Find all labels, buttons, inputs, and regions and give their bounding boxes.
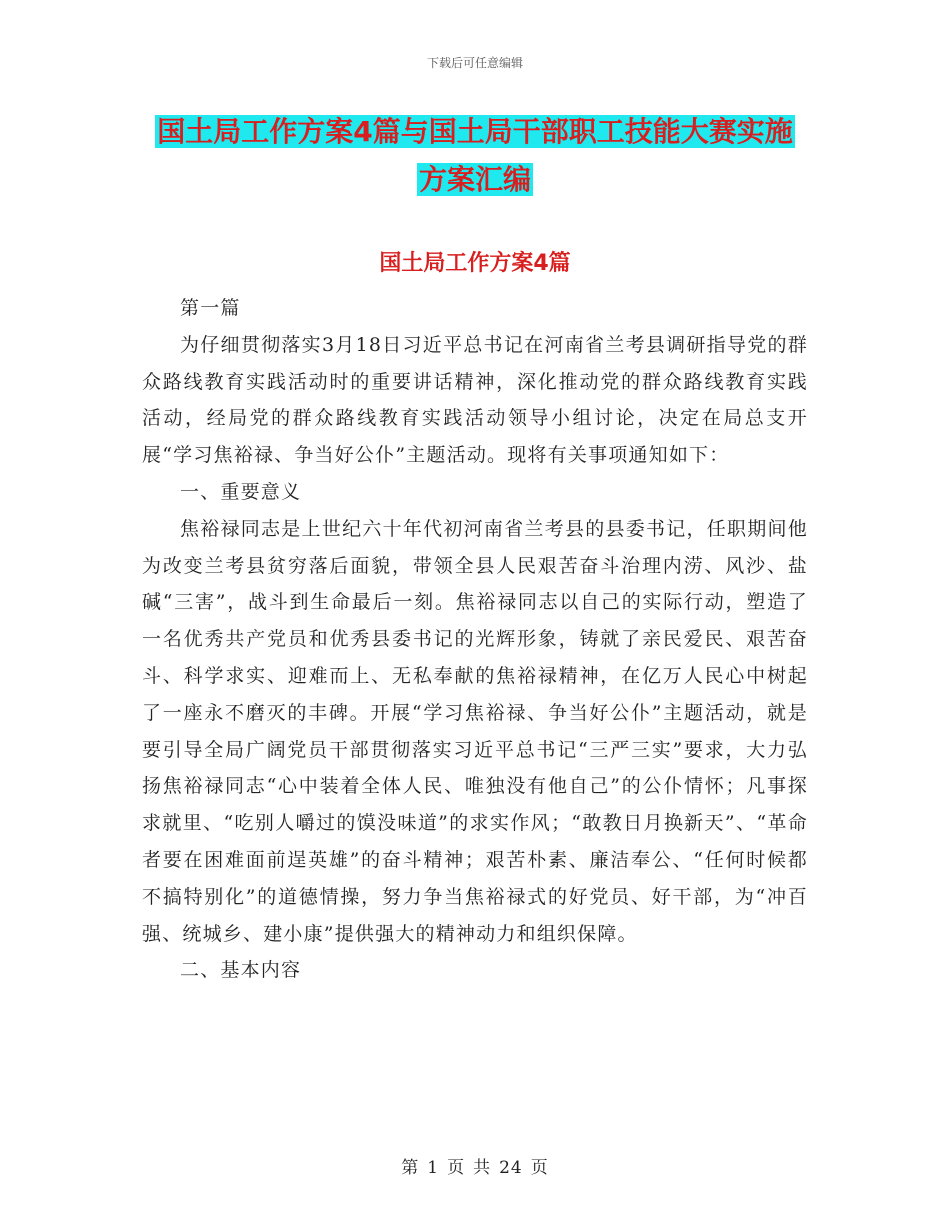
title-line-1: 国土局工作方案4篇与国土局干部职工技能大赛实施	[157, 115, 793, 148]
footer-page-word: 页	[447, 1158, 466, 1178]
heading-significance: 一、重要意义	[180, 480, 302, 503]
paragraph-intro: 为仔细贯彻落实3月18日习近平总书记在河南省兰考县调研指导党的群众路线教育实践活动时的重要讲话精神，深化推动党的群众路线教育实践活动，经局党的群众路线教育实践活动领导小组讨论，决定在局总支开展“学习焦裕禄、争当好公仆”主题活动。现将有关事项通知如下：	[142, 333, 808, 467]
footer-page-number: 1	[427, 1158, 440, 1178]
section-title: 国土局工作方案4篇	[379, 251, 571, 276]
document-title	[0, 108, 950, 204]
paragraph-part-label: 第一篇	[180, 297, 241, 319]
footer-suffix: 页	[530, 1158, 549, 1178]
footer-prefix: 第	[401, 1158, 420, 1178]
header-note: 下载后可任意编辑	[426, 56, 523, 70]
paragraph-significance: 焦裕禄同志是上世纪六十年代初河南省兰考县的县委书记，任职期间他为改变兰考县贫穷落后面貌，带领全县人民艰苦奋斗治理内涝、风沙、盐碱“三害”，战斗到生命最后一刻。焦裕禄同志以自己的实际行动，塑造了一名优秀共产党员和优秀县委书记的光辉形象，铸就了亲民爱民、艰苦奋斗、科学求实、迎难而上、无私奉献的焦裕禄精神，在亿万人民心中树起了一座永不磨灭的丰碑。开展“学习焦裕禄、争当好公仆”主题活动，就是要引导全局广阔党员干部贯彻落实习近平总书记“三严三实”要求，大力弘扬焦裕禄同志“心中装着全体人民、唯独没有他自己”的公仆情怀；凡事探求就里、“吃别人嚼过的馍没味道”的求实作风；“敢教日月换新天”、“革命者要在困难面前逞英雄”的奋斗精神；艰苦朴素、廉洁奉公、“任何时候都不搞特别化”的道德情操，努力争当焦裕禄式的好党员、好干部，为“冲百强、统城乡、建小康”提供强大的精神动力和组织保障。	[142, 517, 808, 945]
page-footer	[0, 1153, 950, 1178]
document-body	[142, 290, 808, 989]
title-line-2: 方案汇编	[418, 163, 531, 196]
footer-total-prefix: 共	[473, 1158, 492, 1178]
footer-total-pages: 24	[499, 1158, 523, 1178]
heading-basic-content: 二、基本内容	[180, 959, 302, 982]
